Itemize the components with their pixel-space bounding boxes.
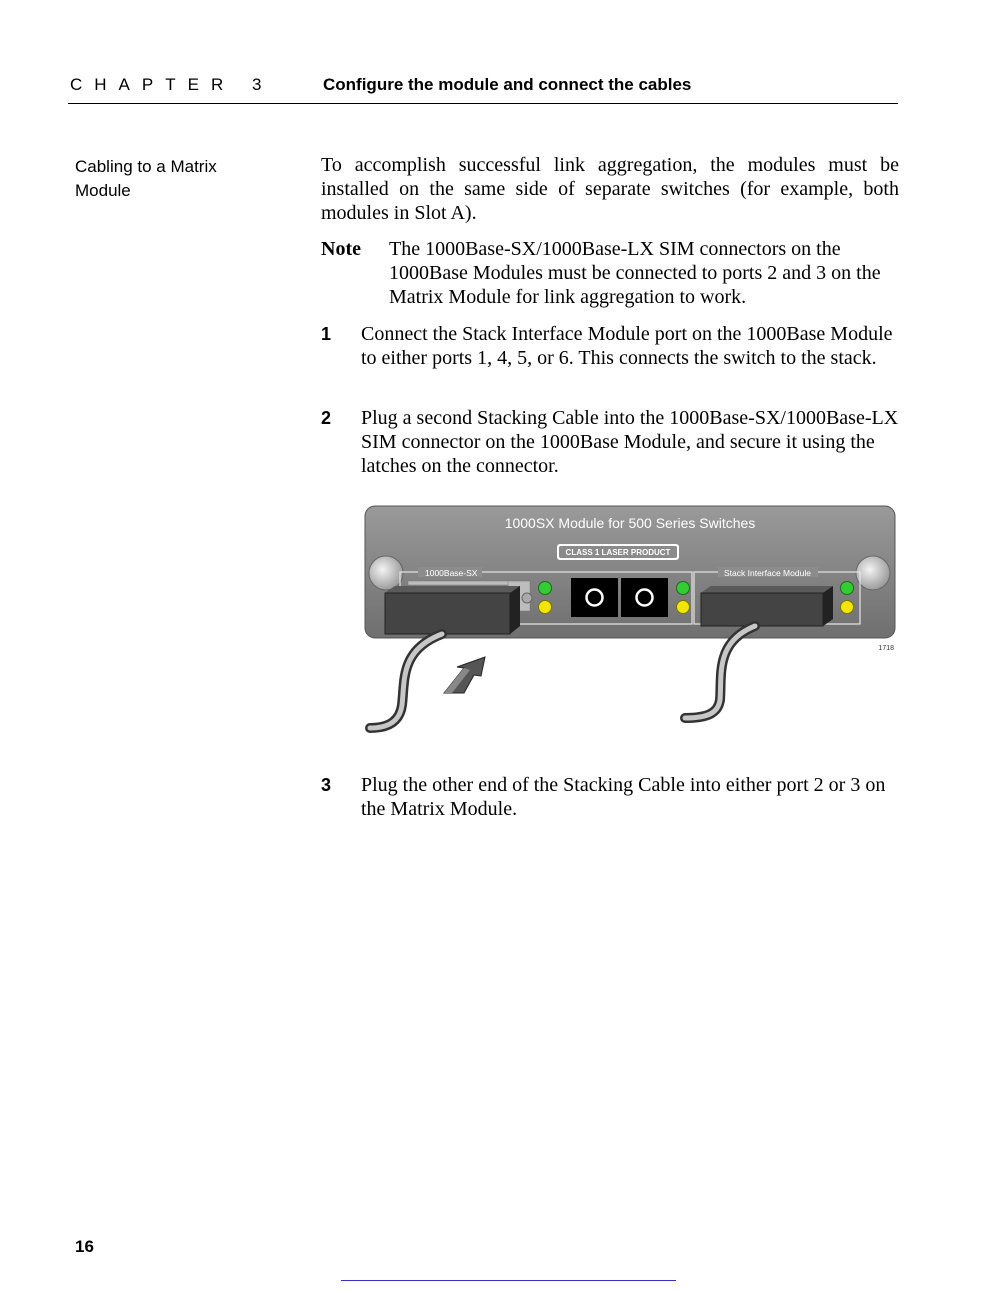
chapter-title: Configure the module and connect the cables xyxy=(323,75,692,94)
module-figure xyxy=(360,500,905,745)
left-port-label: 1000Base-SX xyxy=(425,568,478,578)
led-green-right xyxy=(841,582,854,595)
fiber-port-rx xyxy=(621,578,668,617)
right-screw-icon xyxy=(856,556,890,590)
led-green-left xyxy=(539,582,552,595)
stacking-cable-connector-right xyxy=(701,593,823,626)
note-text: The 1000Base-SX/1000Base-LX SIM connectors on the 1000Base Modules must be connected to ports 2 and 3 on the Matrix Module for link aggregation to work. xyxy=(389,238,881,308)
step-1-text: Connect the Stack Interface Module port on the 1000Base Module to either ports 1, 4, 5, or 6. This connects the switch to the stack. xyxy=(361,323,893,369)
section-heading: Cabling to a Matrix Module xyxy=(75,157,217,200)
led-yellow-mid xyxy=(677,601,690,614)
led-yellow-left xyxy=(539,601,552,614)
header-rule xyxy=(68,103,898,104)
page-number: 16 xyxy=(75,1237,94,1256)
fiber-port-tx xyxy=(571,578,618,617)
step-3-number: 3 xyxy=(321,775,332,795)
right-port-label: Stack Interface Module xyxy=(724,568,811,578)
step-1-number: 1 xyxy=(321,324,332,344)
figure-id: 1718 xyxy=(878,645,894,652)
left-screw-icon xyxy=(369,556,403,590)
step-3-text: Plug the other end of the Stacking Cable into either port 2 or 3 on the Matrix Module. xyxy=(361,774,886,820)
laser-product-label: CLASS 1 LASER PRODUCT xyxy=(565,548,671,557)
led-green-mid xyxy=(677,582,690,595)
chapter-label: CHAPTER 3 xyxy=(70,75,274,94)
footer-link-rule[interactable] xyxy=(341,1280,676,1281)
note-label: Note xyxy=(321,238,361,260)
module-title: 1000SX Module for 500 Series Switches xyxy=(504,515,756,531)
stacking-cable-connector-left xyxy=(385,593,510,634)
led-yellow-right xyxy=(841,601,854,614)
intro-paragraph: To accomplish successful link aggregation, the modules must be installed on the same side of separate switches (for example, both modules in Slot A). xyxy=(321,154,899,224)
step-2-number: 2 xyxy=(321,408,332,428)
step-2-text: Plug a second Stacking Cable into the 1000Base-SX/1000Base-LX SIM connector on the 1000Base Module, and secure it using the latches on the connector. xyxy=(361,407,899,477)
